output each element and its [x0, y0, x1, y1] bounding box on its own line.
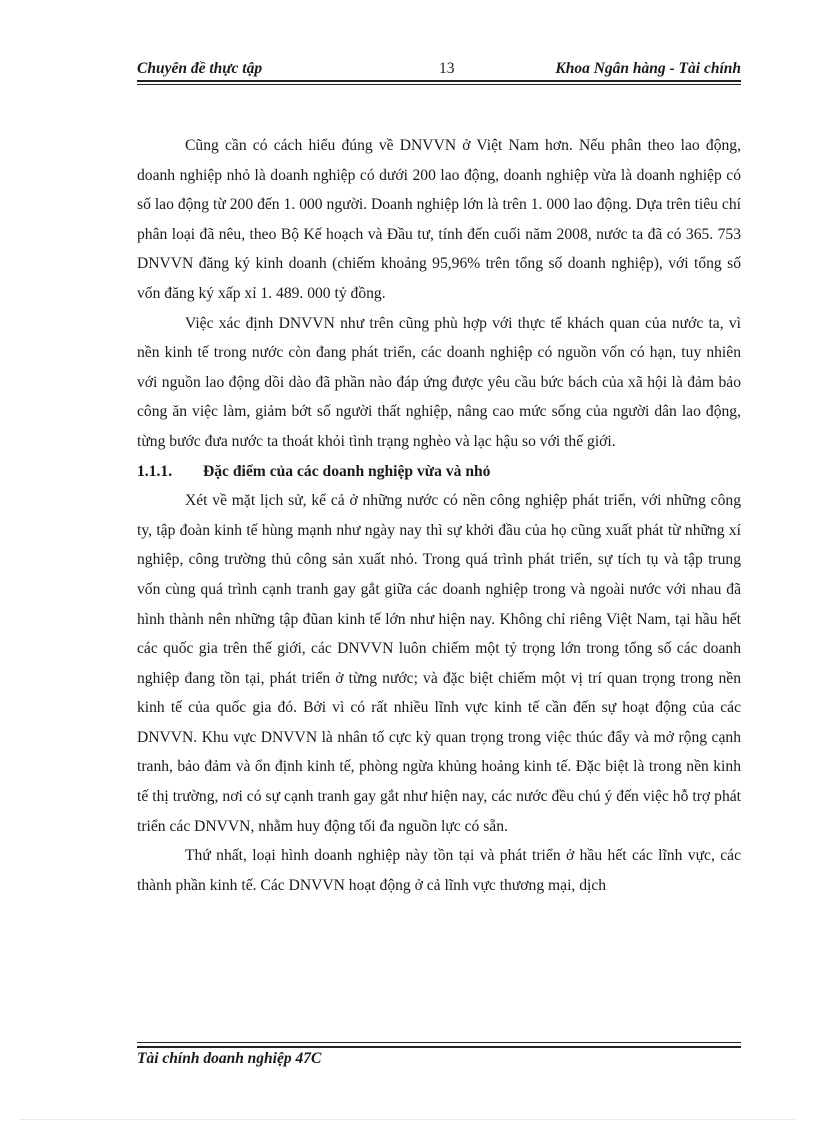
header-department: Khoa Ngân hàng - Tài chính	[555, 60, 741, 77]
header-rule-thin	[137, 84, 741, 85]
paragraph: Việc xác định DNVVN như trên cũng phù hợp với thực tế khách quan của nước ta, vì nền kinh tế trong nước còn đang phát triển, các doanh nghiệp có nguồn vốn có hạn, tuy nhiên với nguồn lao động dồi dào đã phần nào đáp ứng được yêu cầu bức bách của xã hội là đảm bảo công ăn việc làm, giảm bớt số người thất nghiệp, nâng cao mức sống của người dân lao động, từng bước đưa nước ta thoát khỏi tình trạng nghèo và lạc hậu so với thế giới.	[137, 314, 741, 450]
footer-rule-thin	[137, 1042, 741, 1043]
page-footer: Tài chính doanh nghiệp 47C	[137, 1050, 322, 1067]
section-number: 1.1.1.	[137, 462, 173, 480]
header-title: Chuyên đề thực tập	[137, 60, 263, 77]
footer-rule-thick	[137, 1046, 741, 1048]
page-number: 13	[439, 60, 455, 77]
body-content	[137, 131, 741, 900]
paragraph: Xét về mặt lịch sử, kể cả ở những nước có nền công nghiệp phát triển, với những công ty, tập đoàn kinh tế hùng mạnh như ngày nay thì sự khởi đầu của họ cũng xuất phát từ những xí nghiệp, công trường thủ công sản xuất nhỏ. Trong quá trình phát triển, sự tích tụ và tập trung vốn cùng quá trình cạnh tranh gay gắt giữa các doanh nghiệp trong và ngoài nước với nhau đã hình thành nên những tập đũan kinh tế lớn như hiện nay. Không chỉ riêng Việt Nam, tại hầu hết các quốc gia trên thế giới, các DNVVN luôn chiếm một tỷ trọng lớn trong tổng số các doanh nghiệp đang tồn tại, phát triển ở từng nước; và đặc biệt chiếm một vị trí quan trọng trong nền kinh tế của quốc gia đó. Bởi vì có rất nhiều lĩnh vực kinh tế cần đến sự hoạt động của các DNVVN. Khu vực DNVVN là nhân tố cực kỳ quan trọng trong việc thúc đẩy và mở rộng cạnh tranh, bảo đảm và ổn định kinh tế, phòng ngừa khủng hoảng kinh tế. Đặc biệt là trong nền kinh tế thị trường, nơi có sự cạnh tranh gay gắt như hiện nay, các nước đều chú ý đến việc hỗ trợ phát triển các DNVVN, nhằm huy động tối đa nguồn lực có sẵn.	[137, 492, 741, 835]
section-title: Đặc điểm của các doanh nghiệp vừa và nhỏ	[203, 462, 491, 480]
paragraph: Cũng cần có cách hiểu đúng về DNVVN ở Việt Nam hơn. Nếu phân theo lao động, doanh nghiệp nhỏ là doanh nghiệp có dưới 200 lao động, doanh nghiệp vừa là doanh nghiệp có số lao động từ 200 đến 1. 000 người. Doanh nghiệp lớn là trên 1. 000 lao động. Dựa trên tiêu chí phân loại đã nêu, theo Bộ Kế hoạch và Đầu tư, tính đến cuối năm 2008, nước ta đã có 365. 753 DNVVN đăng ký kinh doanh (chiếm khoảng 95,96% trên tổng số doanh nghiệp), với tổng số vốn đăng ký xấp xỉ 1. 489. 000 tỷ đồng.	[137, 137, 741, 302]
page-header	[137, 60, 741, 82]
section-heading	[137, 457, 741, 487]
header-rule-thick	[137, 80, 741, 82]
page-edge-divider	[20, 1119, 796, 1120]
paragraph: Thứ nhất, loại hình doanh nghiệp này tồn tại và phát triển ở hầu hết các lĩnh vực, các thành phần kinh tế. Các DNVVN hoạt động ở cả lĩnh vực thương mại, dịch	[137, 847, 741, 894]
